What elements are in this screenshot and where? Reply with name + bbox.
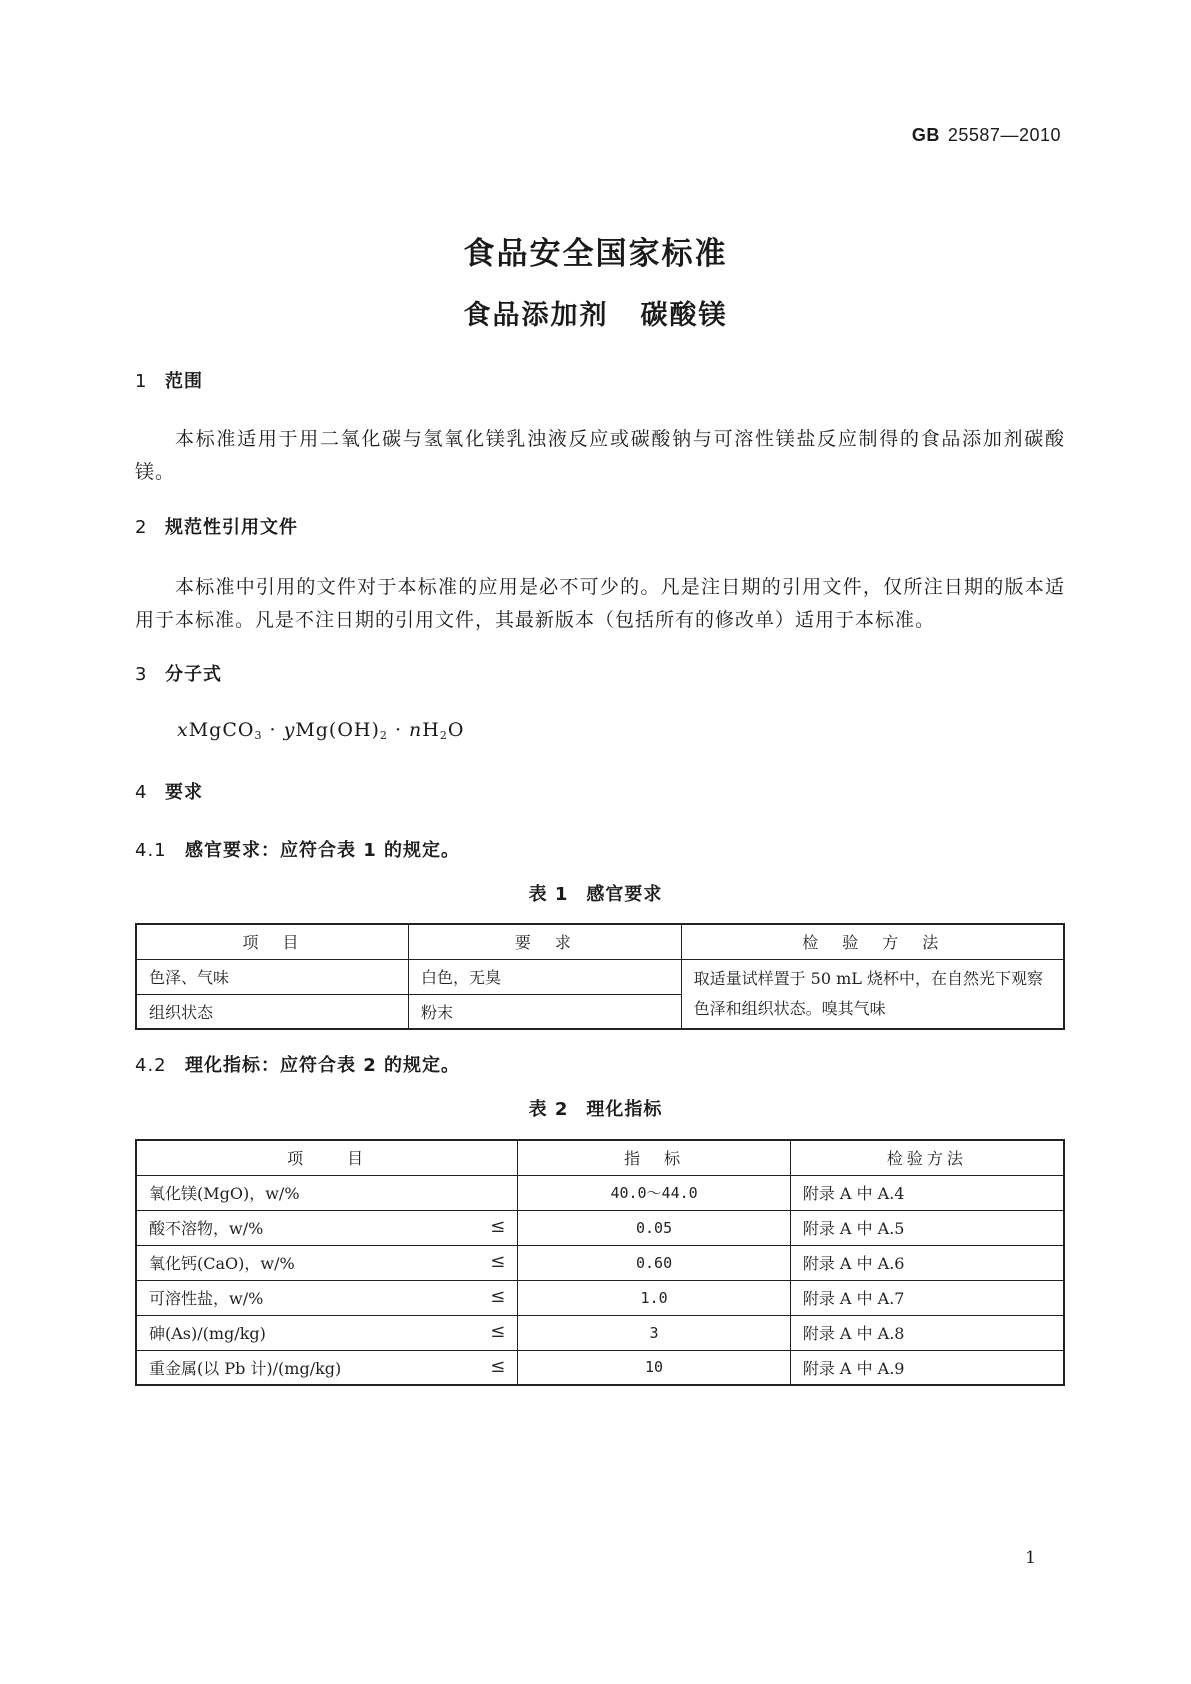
formula-sub: 2 [379,729,388,742]
item-label: 氧化镁(MgO)，w/% [149,1184,300,1203]
section-heading-1 [135,367,203,393]
le-symbol: ≤ [490,1355,506,1377]
table-cell-value: 1.0 [518,1280,791,1315]
le-symbol: ≤ [490,1321,506,1342]
table-cell-method: 附录 A 中 A.6 [790,1245,1064,1280]
section-number: 1 [135,371,148,392]
caption-number: 表 1 [528,884,569,905]
table-row [136,1175,1064,1210]
item-label: 氧化钙(CaO)，w/% [149,1254,295,1273]
table-cell-method: 附录 A 中 A.4 [790,1175,1064,1210]
caption-title: 理化指标 [586,1099,663,1120]
table-row [136,959,1064,994]
table-cell-value: 0.60 [518,1245,791,1280]
table-cell-method: 附录 A 中 A.9 [790,1350,1064,1385]
subsection-text: 感官要求：应符合表 1 的规定。 [185,840,461,861]
column-header: 检验方法 [790,1140,1064,1175]
standard-number-value: 25587—2010 [947,125,1061,145]
le-symbol: ≤ [490,1251,506,1272]
column-header: 指 标 [518,1140,791,1175]
table-cell-requirement: 粉末 [409,994,682,1029]
section-heading-4 [135,778,203,804]
item-label: 砷(As)/(mg/kg) [149,1324,266,1343]
formula-h: H [422,719,440,741]
table-cell-value: 3 [518,1315,791,1350]
table-row [136,1280,1064,1315]
formula-n: n [409,719,423,741]
subsection-number: 4.2 [135,1055,167,1076]
subsection-text: 理化指标：应符合表 2 的规定。 [185,1055,461,1076]
page-number: 1 [1025,1548,1036,1568]
formula-mgco: MgCO [188,719,255,741]
table-cell-item [136,1210,518,1245]
section-1-text: 本标准适用于用二氧化碳与氢氧化镁乳浊液反应或碳酸钠与可溶性镁盐反应制得的食品添加剂碳酸镁。 [135,428,1065,483]
physicochemical-index-table [135,1139,1065,1386]
table-2-caption [0,1095,1191,1121]
table-row [136,1315,1064,1350]
le-symbol: ≤ [490,1286,506,1307]
sensory-requirements-table [135,923,1065,1030]
table-cell-item [136,1175,518,1210]
table-cell-method: 附录 A 中 A.5 [790,1210,1064,1245]
section-title: 规范性引用文件 [165,517,298,538]
table-cell-item [136,1315,518,1350]
standard-prefix: GB [911,125,940,145]
column-header: 要 求 [409,924,682,959]
subtitle-right: 碳酸镁 [640,300,728,331]
subsection-4-2 [135,1051,460,1077]
table-row [136,1245,1064,1280]
section-heading-3 [135,660,222,686]
formula-dot: · [262,719,284,741]
table-cell-item [136,1245,518,1280]
le-symbol: ≤ [490,1216,506,1237]
formula-sub: 2 [439,729,448,742]
table-cell-requirement: 白色，无臭 [409,959,682,994]
section-heading-2 [135,513,298,539]
table-cell-value: 0.05 [518,1210,791,1245]
table-row [136,1350,1064,1385]
table-cell-value: 10 [518,1350,791,1385]
caption-title: 感官要求 [586,884,663,905]
item-label: 可溶性盐，w/% [149,1289,264,1308]
table-1-caption [0,880,1191,906]
table-cell-item: 组织状态 [136,994,409,1029]
section-title: 范围 [165,371,203,392]
column-header: 项 目 [136,924,409,959]
section-2-text: 本标准中引用的文件对于本标准的应用是必不可少的。凡是注日期的引用文件，仅所注日期的版本适用于本标准。凡是不注日期的引用文件，其最新版本（包括所有的修改单）适用于本标准。 [135,576,1065,631]
section-number: 4 [135,782,148,803]
formula-mgoh: Mg(OH) [295,719,380,741]
table-header-row [136,1140,1064,1175]
section-title: 要求 [165,782,203,803]
section-title: 分子式 [165,664,222,685]
table-row [136,1210,1064,1245]
caption-number: 表 2 [528,1099,569,1120]
table-cell-method: 附录 A 中 A.8 [790,1315,1064,1350]
formula-o: O [447,719,465,741]
item-label: 酸不溶物，w/% [149,1219,264,1238]
section-number: 2 [135,517,148,538]
subsection-number: 4.1 [135,840,167,861]
subtitle-left: 食品添加剂 [463,300,609,331]
formula-x: x [177,719,189,741]
section-number: 3 [135,664,148,685]
standard-number [912,125,1061,146]
molecular-formula [177,719,464,742]
table-cell-method: 取适量试样置于 50 mL 烧杯中，在自然光下观察色泽和组织状态。嗅其气味 [681,959,1064,1029]
column-header: 检 验 方 法 [681,924,1064,959]
table-cell-item [136,1280,518,1315]
formula-dot: · [387,719,410,741]
document-title: 食品安全国家标准 [463,236,728,272]
formula-sub: 3 [254,729,263,742]
table-cell-item: 色泽、气味 [136,959,409,994]
table-cell-item [136,1350,518,1385]
item-label: 重金属(以 Pb 计)/(mg/kg) [149,1358,342,1378]
table-header-row [136,924,1064,959]
column-header: 项 目 [136,1140,518,1175]
subsection-4-1 [135,836,460,862]
document-subtitle [0,293,1191,332]
table-cell-value: 40.0～44.0 [518,1175,791,1210]
formula-y: y [283,719,296,741]
table-cell-method: 附录 A 中 A.7 [790,1280,1064,1315]
